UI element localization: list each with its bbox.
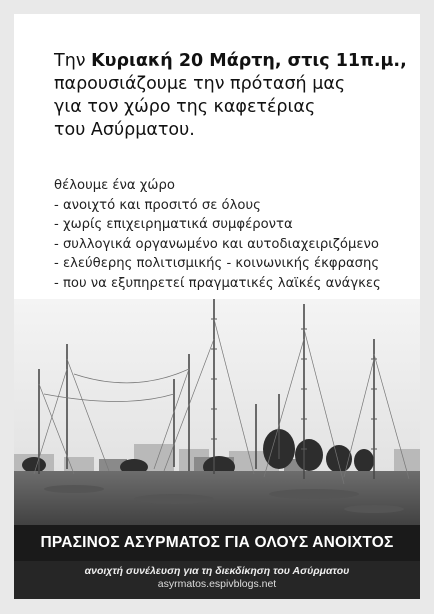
antenna-field-photo [14,299,420,532]
list-item: - ανοιχτό και προσιτό σε όλους [54,197,261,213]
footer-url: asyrmatos.espivblogs.net [157,578,277,590]
list-item: - ελεύθερης πολιτισμικής - κοινωνικής έκφρασης [54,256,380,271]
demands-heading: θέλουμε ένα χώρο [54,178,175,193]
poster [14,14,420,599]
announcement-line-1 [54,50,414,73]
announcement-line-4: του Ασύρματου. [54,120,195,140]
announcement-text [54,50,414,142]
footer [14,561,420,599]
announcement-line-3: για τον χώρο της καφετέριας [54,97,316,117]
announcement-prefix: Την [54,51,92,71]
banner-title: ΠΡΑΣΙΝΟΣ ΑΣΥΡΜΑΤΟΣ ΓΙΑ ΟΛΟΥΣ ΑΝΟΙΧΤΟΣ [40,534,394,551]
announcement-line-2: παρουσιάζουμε την πρότασή μας [54,74,346,94]
list-item: - συλλογικά οργανωμένο και αυτοδιαχειριζόμενο [54,236,379,252]
list-item: - που να εξυπηρετεί πραγματικές λαϊκές ανάγκες [54,275,381,291]
announcement-date: Κυριακή 20 Μάρτη, στις 11π.μ., [91,51,407,71]
footer-subtitle: ανοιχτή συνέλευση για τη διεκδίκηση του Ασύρματου [84,565,350,577]
campaign-banner [14,525,420,561]
list-item: - χωρίς επιχειρηματικά συμφέροντα [54,217,293,232]
demands-list [54,176,414,293]
